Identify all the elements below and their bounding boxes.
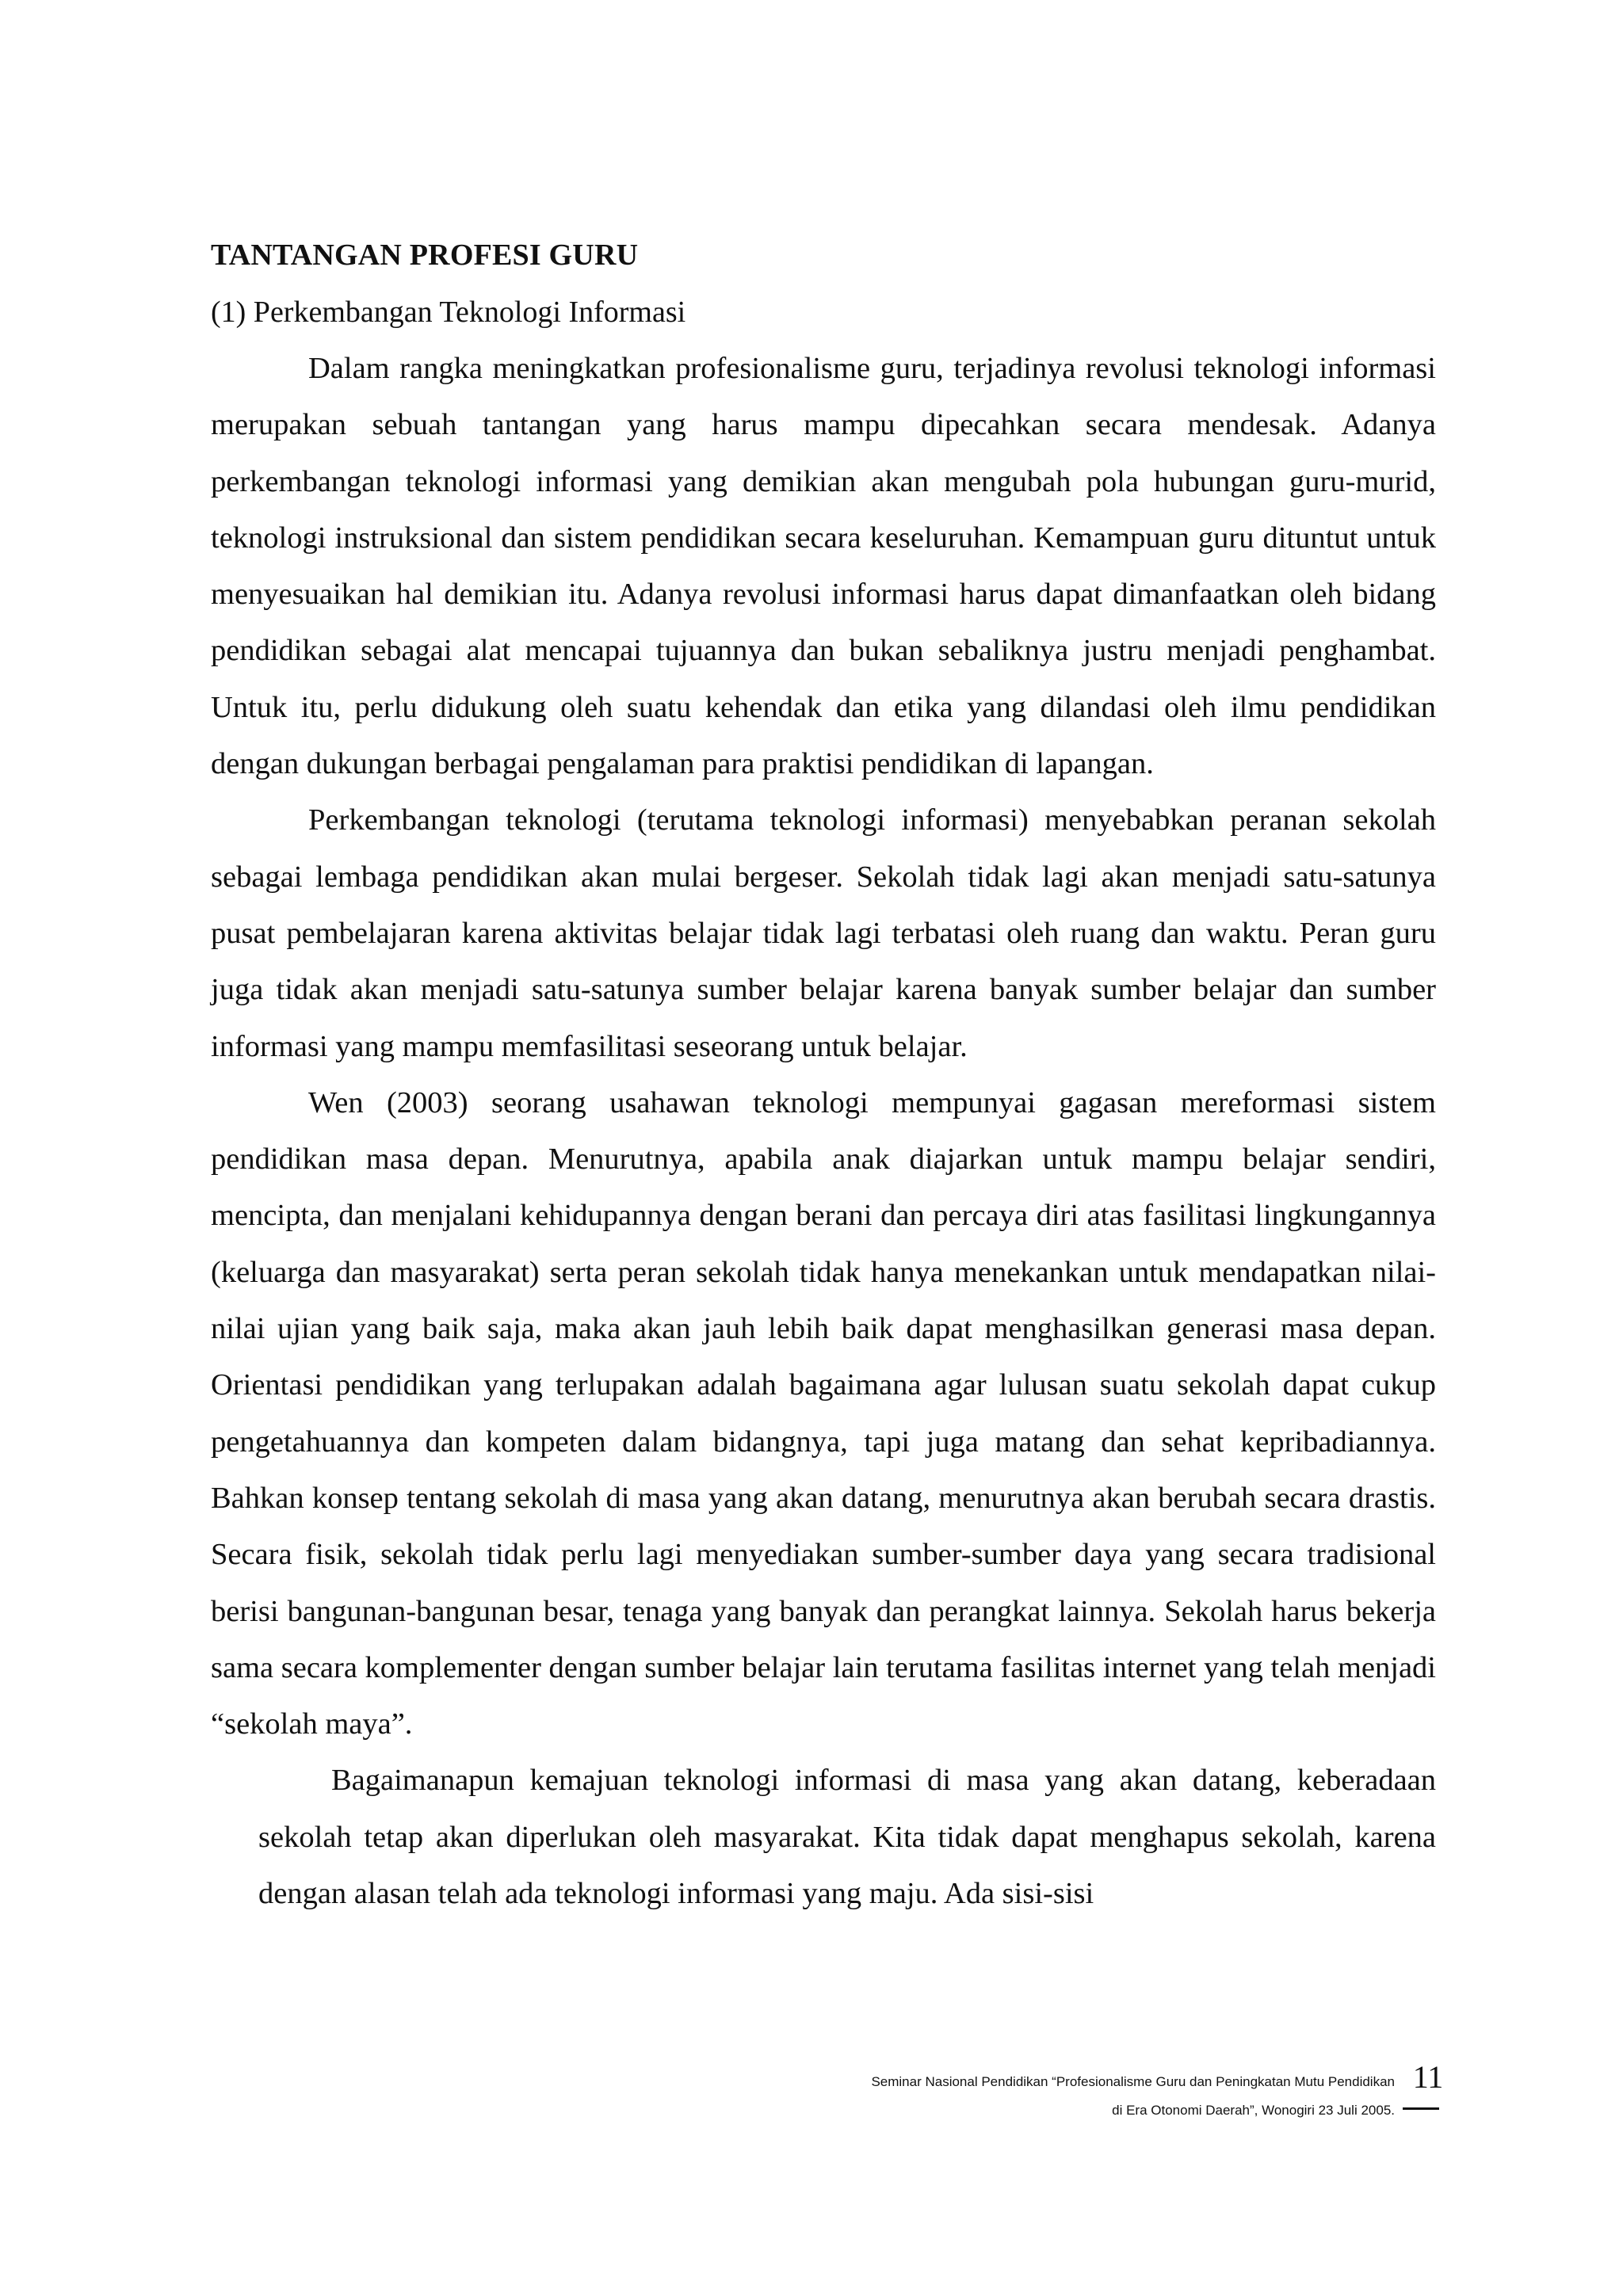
paragraph-3: Wen (2003) seorang usahawan teknologi mempunyai gagasan mereformasi sistem pendidikan masa depan. Menurutnya, apabila anak diajarkan untuk mampu belajar sendiri, mencipta, dan menjalani kehidupannya dengan berani dan percaya diri atas fasilitasi lingkungannya (keluarga dan masyarakat) serta peran sekolah tidak hanya menekankan untuk mendapatkan nilai-nilai ujian yang baik saja, maka akan jauh lebih baik dapat menghasilkan generasi masa depan. Orientasi pendidikan yang terlupakan adalah bagaimana agar lulusan suatu sekolah dapat cukup pengetahuannya dan kompeten dalam bidangnya, tapi juga matang dan sehat kepribadiannya. Bahkan konsep tentang sekolah di masa yang akan datang, menurutnya akan berubah secara drastis. Secara fisik, sekolah tidak perlu lagi menyediakan sumber-sumber daya yang secara tradisional berisi bangunan-bangunan besar, tenaga yang banyak dan perangkat lainnya. Sekolah harus bekerja sama secara komplementer dengan sumber belajar lain terutama fasilitas internet yang telah menjadi “sekolah maya”.	[211, 1085, 1436, 1741]
document-body	[211, 227, 1436, 1922]
footer-line-2: di Era Otonomi Daerah”, Wonogiri 23 Juli 2005.	[1112, 2103, 1395, 2118]
paragraph-2: Perkembangan teknologi (terutama teknologi informasi) menyebabkan peranan sekolah sebagai lembaga pendidikan akan mulai bergeser. Sekolah tidak lagi akan menjadi satu-satunya pusat pembelajaran karena aktivitas belajar tidak lagi terbatasi oleh ruang dan waktu. Peran guru juga tidak akan menjadi satu-satunya sumber belajar karena banyak sumber belajar dan sumber informasi yang mampu memfasilitasi seseorang untuk belajar.	[211, 803, 1436, 1063]
footer-line-1: Seminar Nasional Pendidikan “Profesionalisme Guru dan Peningkatan Mutu Pendidikan	[871, 2074, 1395, 2089]
paragraph-1: Dalam rangka meningkatkan profesionalisme guru, terjadinya revolusi teknologi informasi merupakan sebuah tantangan yang harus mampu dipecahkan secara mendesak. Adanya perkembangan teknologi informasi yang demikian akan mengubah pola hubungan guru-murid, teknologi instruksional dan sistem pendidikan secara keseluruhan. Kemampuan guru dituntut untuk menyesuaikan hal demikian itu. Adanya revolusi informasi harus dapat dimanfaatkan oleh bidang pendidikan sebagai alat mencapai tujuannya dan bukan sebaliknya justru menjadi penghambat. Untuk itu, perlu didukung oleh suatu kehendak dan etika yang dilandasi oleh ilmu pendidikan dengan dukungan berbagai pengalaman para praktisi pendidikan di lapangan.	[211, 352, 1436, 781]
page-number: 11	[1412, 2059, 1444, 2095]
subsection-heading: (1) Perkembangan Teknologi Informasi	[211, 296, 686, 329]
page-number-underline	[1403, 2107, 1439, 2110]
section-title: TANTANGAN PROFESI GURU	[211, 238, 639, 272]
paragraph-4: Bagaimanapun kemajuan teknologi informasi di masa yang akan datang, keberadaan sekolah tetap akan diperlukan oleh masyarakat. Kita tidak dapat menghapus sekolah, karena dengan alasan telah ada teknologi informasi yang maju. Ada sisi-sisi	[258, 1764, 1436, 1911]
page-footer	[697, 2068, 1395, 2125]
